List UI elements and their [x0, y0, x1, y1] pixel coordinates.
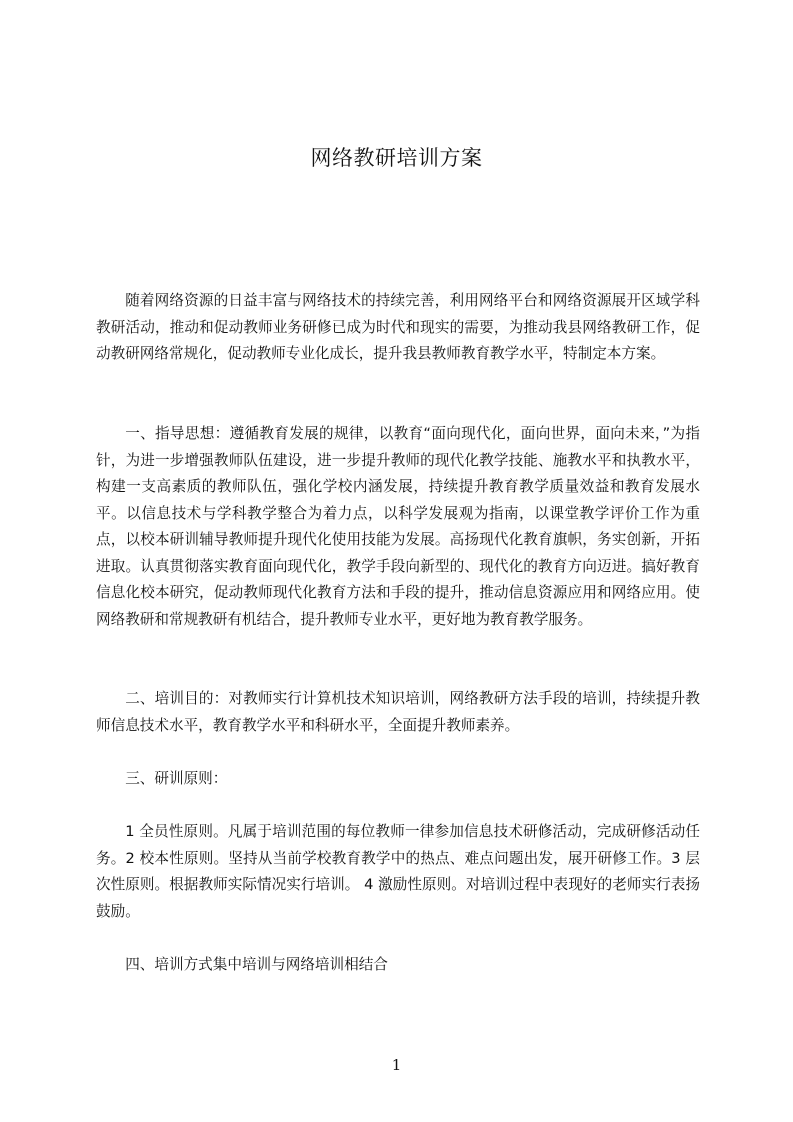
intro-paragraph: 随着网络资源的日益丰富与网络技术的持续完善，利用网络平台和网络资源展开区域学科教研活动，推动和促动教师业务研修已成为时代和现实的需要，为推动我县网络教研工作，促动教研网络常规化，促动教师专业化成长，提升我县教师教育教学水平，特制定本方案。	[96, 292, 700, 362]
training-principles-heading: 三、研训原则：	[125, 770, 228, 787]
guiding-thought-paragraph: 一、指导思想：遵循教育发展的规律，以教育“面向现代化，面向世界，面向未来，”为指针，为进一步增强教师队伍建设，进一步提升教师的现代化教学技能、施教水平和执教水平，构建一支高素质的教师队伍，强化学校内涵发展，持续提升教育教学质量效益和教育发展水平。以信息技术与学科教学整合为着力点，以科学发展观为指南，以课堂教学评价工作为重点，以校本研训辅导教师提升现代化使用技能为发展。高扬现代化教育旗帜，务实创新，开拓进取。认真贯彻落实教育面向现代化，教学手段向新型的、现代化的教育方向迈进。搞好教育信息化校本研究，促动教师现代化教育方法和手段的提升，推动信息资源应用和网络应用。使网络教研和常规教研有机结合，提升教师专业水平，更好地为教育教学服务。	[96, 425, 700, 628]
training-method-heading: 四、培训方式集中培训与网络培训相结合	[125, 956, 388, 973]
page-number: 1	[391, 1056, 402, 1074]
document-title: 网络教研培训方案	[310, 146, 483, 170]
training-principles-paragraph: 1 全员性原则。凡属于培训范围的每位教师一律参加信息技术研修活动，完成研修活动任务。2 校本性原则。坚持从当前学校教育教学中的热点、难点问题出发，展开研修工作。3 层次性原则。根据教师实际情况实行培训。 4 激励性原则。对培训过程中表现好的老师实行表扬鼓励。	[96, 823, 700, 920]
training-purpose-paragraph: 二、培训目的：对教师实行计算机技术知识培训，网络教研方法手段的培训，持续提升教师信息技术水平，教育教学水平和科研水平，全面提升教师素养。	[96, 690, 700, 734]
